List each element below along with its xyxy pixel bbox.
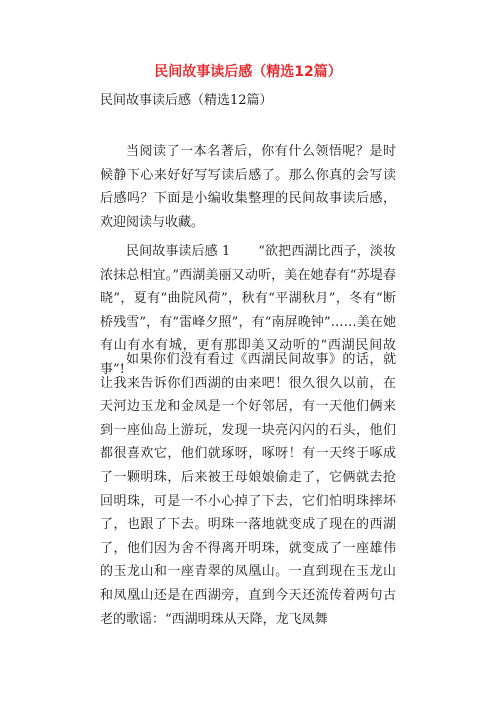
section-1-text: “欲把西湖比西子，淡妆浓抹总相宜。”西湖美丽又动听，美在她春有“苏堤春晓”，夏有“曲院风荷”，秋有“平湖秋月”，冬有“断桥残雪”，有“雷峰夕照”，有“南屏晚钟”……美在她有山有水有城，更有那即美又动听的“西湖民间故事”! bbox=[100, 244, 396, 377]
section-1-heading: 民间故事读后感 1 bbox=[126, 244, 231, 259]
section-1-paragraph-2: 如果你们没有看过《西湖民间故事》的话，就让我来告诉你们西湖的由来吧！很久很久以前，在天河边玉龙和金凤是一个好邻居，有一天他们俩来到一座仙岛上游玩，发现一块亮闪闪的石头，他们都很喜欢它，他们就琢呀，啄呀！有一天终于啄成了一颗明珠，后来被王母娘娘偷走了，它俩就去抢回明珠，可是一不小心掉了下去，它们怕明珠摔坏了，也跟了下去。明珠一落地就变成了现在的西湖了，他们因为舍不得离开明珠，就变成了一座雄伟的玉龙山和一座青翠的凤凰山。一直到现在玉龙山和凤凰山还是在西湖旁，直到今天还流传着两句古老的歌谣：“西湖明珠从天降，龙飞凤舞 bbox=[100, 352, 396, 627]
document-subtitle: 民间故事读后感（精选12篇） bbox=[100, 93, 273, 108]
document-title: 民间故事读后感（精选12篇） bbox=[154, 64, 342, 80]
intro-paragraph: 当阅读了一本名著后，你有什么领悟呢？是时候静下心来好好写写读后感了。那么你真的会写读后感吗？下面是小编收集整理的民间故事读后感，欢迎阅读与收藏。 bbox=[100, 144, 396, 230]
